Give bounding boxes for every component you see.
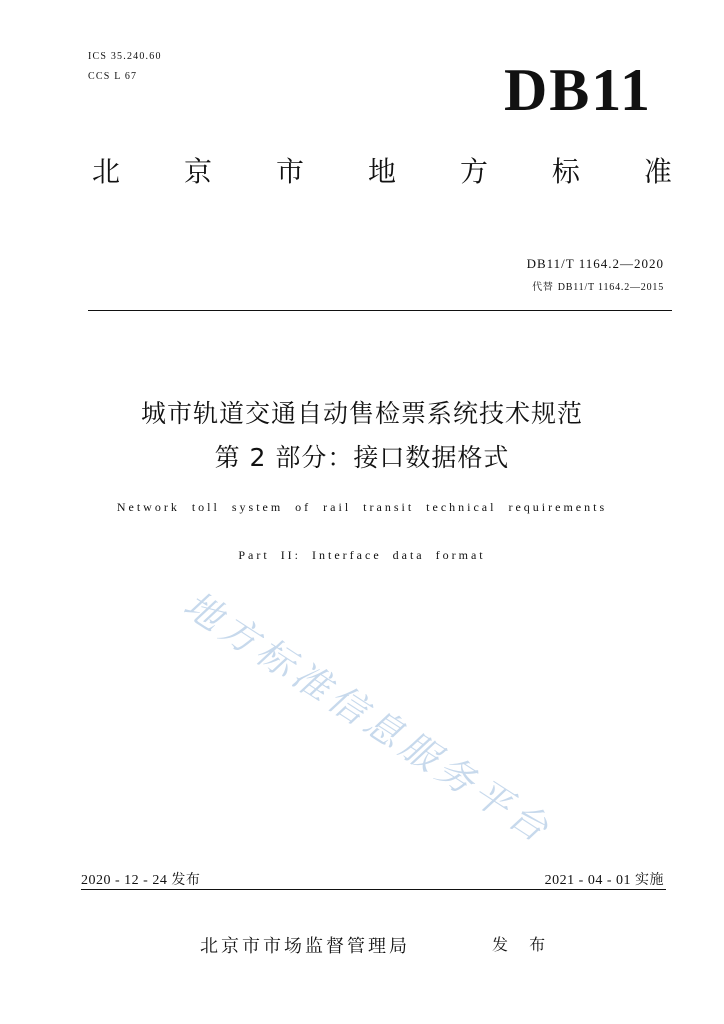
document-subtitle: 第 2 部分：接口数据格式 bbox=[214, 443, 510, 472]
standard-type-char: 标 bbox=[551, 155, 580, 188]
english-subtitle: Part II: Interface data format bbox=[238, 548, 486, 562]
standard-type-title bbox=[92, 152, 672, 192]
issue-date-line bbox=[81, 869, 200, 889]
issue-date-label: 发布 bbox=[171, 872, 201, 888]
ccs-code: CCS L 67 bbox=[88, 71, 138, 82]
replaces-label: 代替 bbox=[532, 282, 554, 293]
header-divider bbox=[88, 310, 672, 311]
document-title: 城市轨道交通自动售检票系统技术规范 bbox=[140, 399, 583, 428]
replaces-number: DB11/T 1164.2—2015 bbox=[557, 282, 664, 293]
watermark: 地方标准信息服务平台 bbox=[176, 582, 561, 854]
ics-code: ICS 35.240.60 bbox=[88, 51, 162, 62]
implementation-date-label: 实施 bbox=[635, 872, 664, 888]
replaces-line bbox=[532, 278, 664, 293]
standard-type-char: 地 bbox=[367, 155, 396, 188]
standard-number: DB11/T 1164.2—2020 bbox=[526, 256, 664, 271]
implementation-date-line bbox=[545, 869, 664, 889]
footer-divider bbox=[81, 889, 666, 890]
standard-type-char: 北 bbox=[92, 155, 121, 188]
standard-type-char: 准 bbox=[643, 155, 672, 188]
issue-word: 发 布 bbox=[492, 935, 554, 954]
issue-date: 2020 - 12 - 24 bbox=[81, 873, 168, 888]
english-title: Network toll system of rail transit technical requirements bbox=[116, 500, 608, 514]
standard-type-char: 京 bbox=[183, 155, 212, 188]
db11-logo: DB11 bbox=[503, 57, 652, 123]
issuing-authority: 北京市市场监督管理局 bbox=[200, 936, 410, 957]
standard-type-char: 方 bbox=[459, 155, 488, 188]
implementation-date: 2021 - 04 - 01 bbox=[544, 873, 631, 888]
standard-type-char: 市 bbox=[275, 155, 304, 188]
